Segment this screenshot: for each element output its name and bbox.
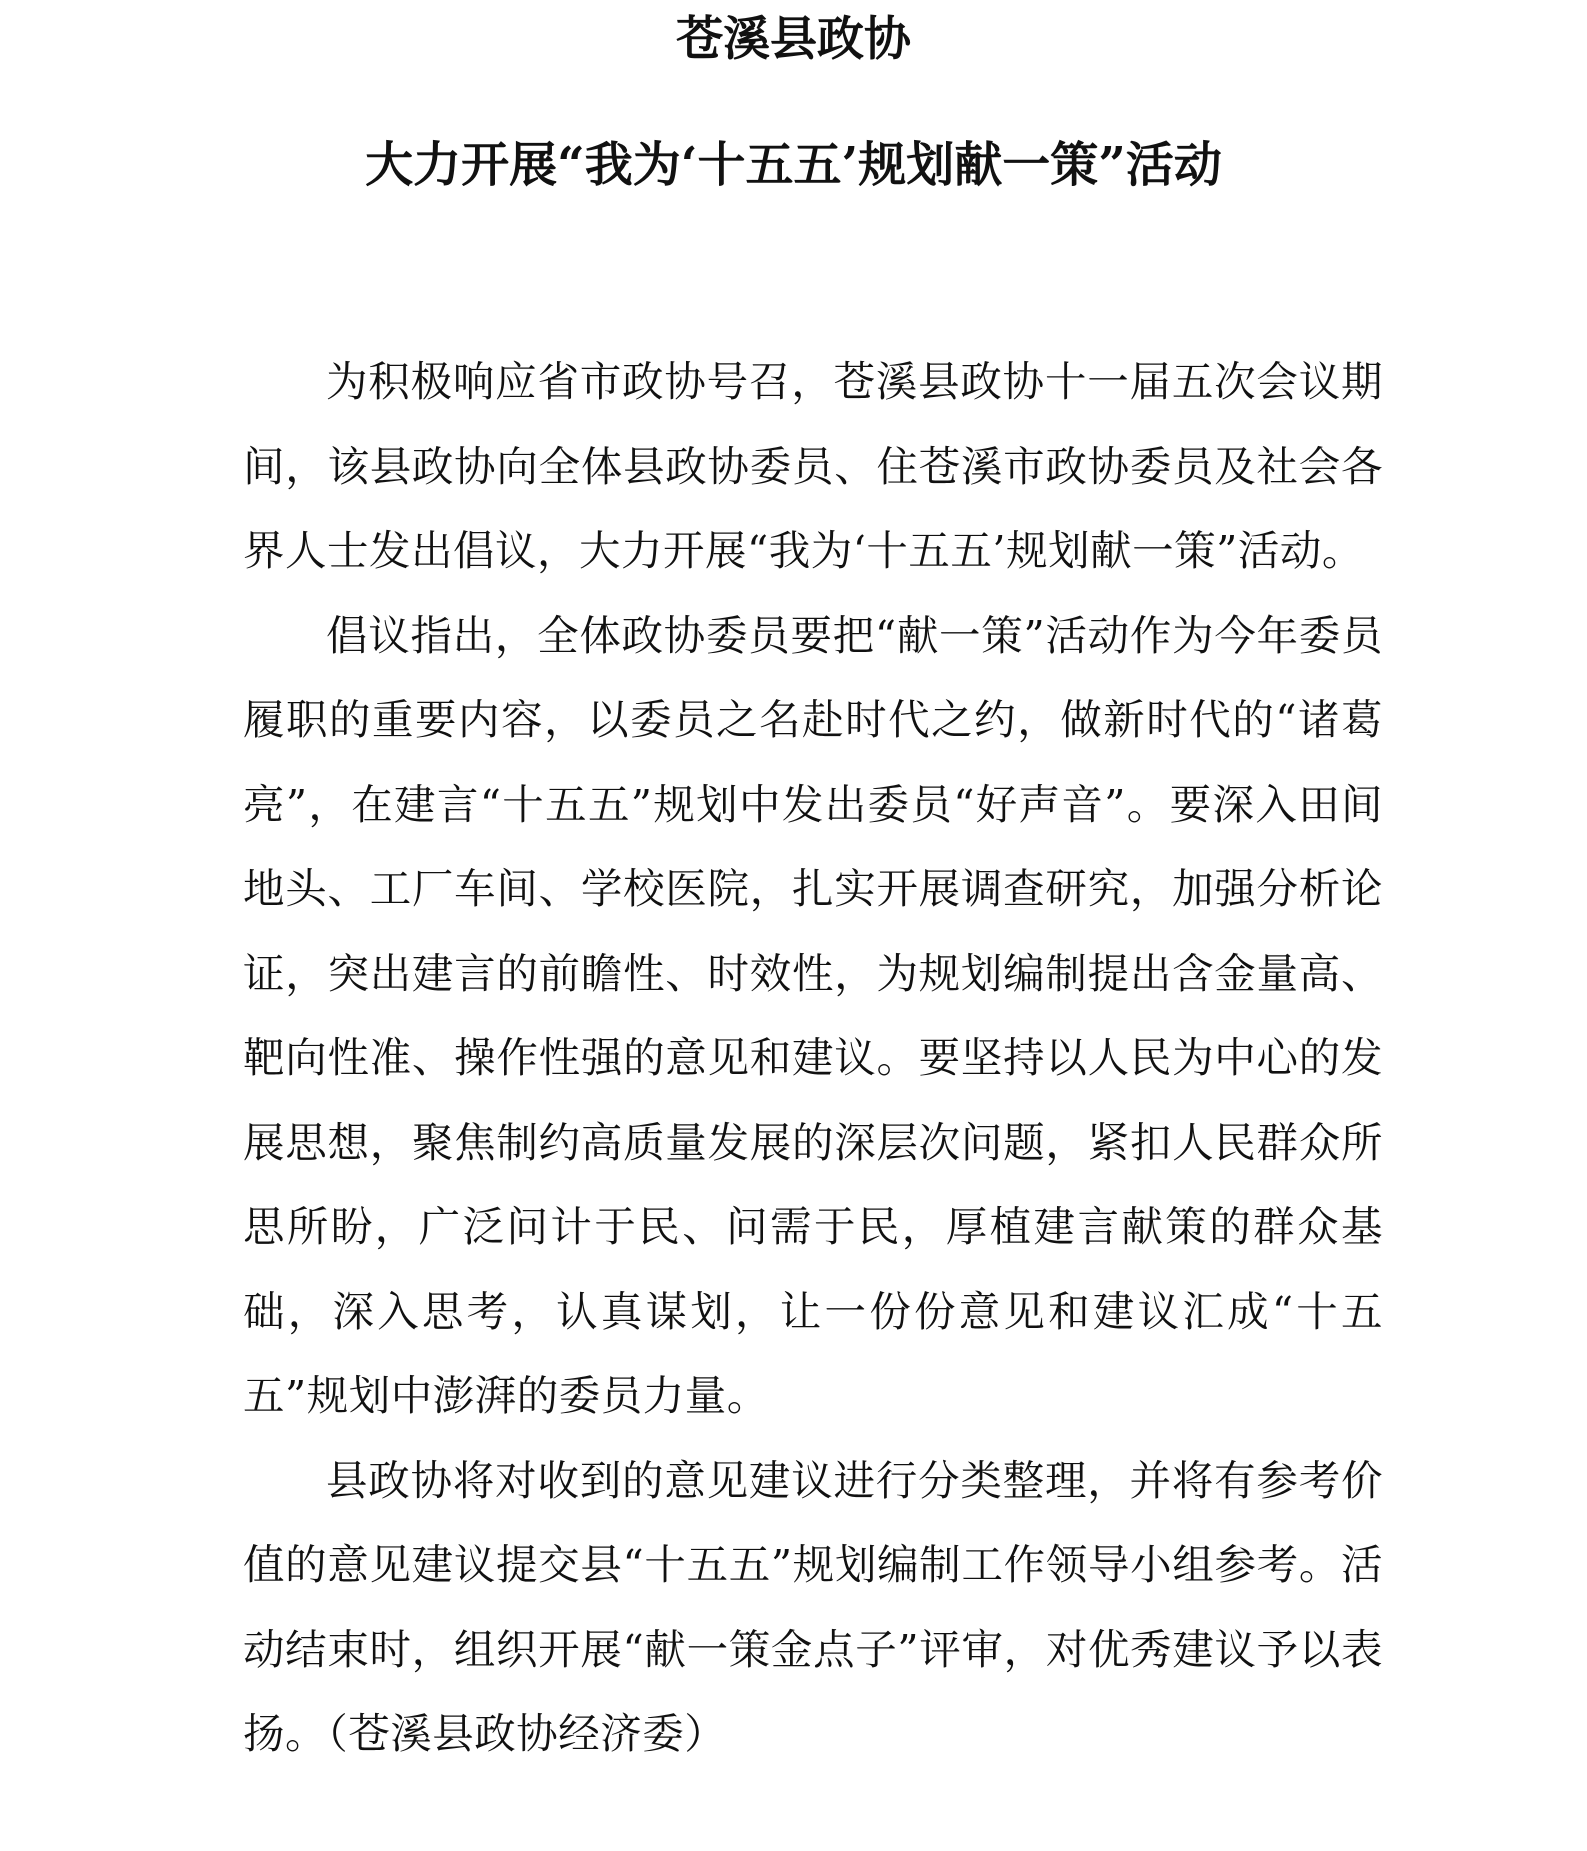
- document-headline: 大力开展“我为‘十五五’规划献一策”活动: [365, 137, 1222, 193]
- document-title-org: 苍溪县政协: [676, 12, 911, 67]
- article-body: [243, 340, 1383, 1777]
- article-paragraph-2: 倡议指出，全体政协委员要把“献一策”活动作为今年委员履职的重要内容，以委员之名赴时代之约，做新时代的“诸葛亮”，在建言“十五五”规划中发出委员“好声音”。要深入田间地头、工厂车间、学校医院，扎实开展调查研究，加强分析论证，突出建言的前瞻性、时效性，为规划编制提出含金量高、靶向性准、操作性强的意见和建议。要坚持以人民为中心的发展思想，聚焦制约高质量发展的深层次问题，紧扣人民群众所思所盼，广泛问计于民、问需于民，厚植建言献策的群众基础，深入思考，认真谋划，让一份份意见和建议汇成“十五五”规划中澎湃的委员力量。: [243, 610, 1383, 1420]
- article-paragraph-1: 为积极响应省市政协号召，苍溪县政协十一届五次会议期间，该县政协向全体县政协委员、住苍溪市政协委员及社会各界人士发出倡议，大力开展“我为‘十五五’规划献一策”活动。: [243, 357, 1383, 575]
- article-paragraph-3: 县政协将对收到的意见建议进行分类整理，并将有参考价值的意见建议提交县“十五五”规划编制工作领导小组参考。活动结束时，组织开展“献一策金点子”评审，对优秀建议予以表扬。（苍溪县政协经济委）: [243, 1455, 1383, 1758]
